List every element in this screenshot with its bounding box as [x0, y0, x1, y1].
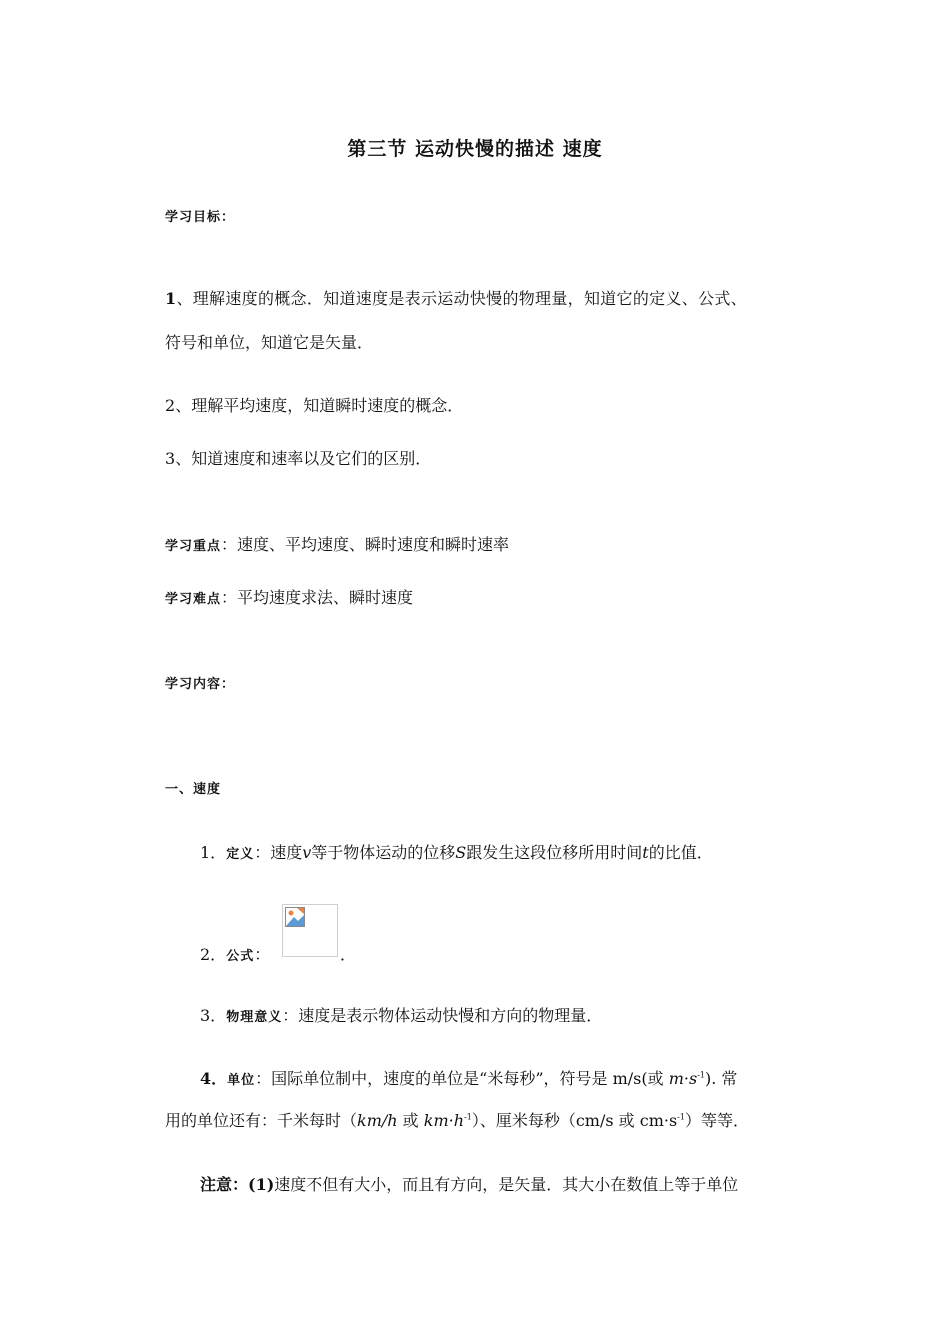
item-4-text-a: 国际单位制中，速度的单位是“米每秒”，符号是 m/s(或 [271, 1069, 669, 1088]
difficulties-sep: ： [221, 588, 238, 607]
difficulties [165, 585, 413, 608]
note [200, 1172, 738, 1195]
item-1-sep: ： [254, 843, 271, 862]
velocity-symbol: v [302, 843, 312, 862]
key-points-sep: ： [221, 535, 238, 554]
item-1-number: 1． [200, 843, 227, 862]
objective-1-number: 1 [165, 289, 177, 308]
key-points-label: 学习重点 [165, 539, 222, 554]
item-4-sep: ： [255, 1069, 272, 1088]
item-2-label: 公式 [226, 949, 255, 964]
item-4-text-b: ). 常 [705, 1069, 738, 1088]
content-header: 学习内容： [165, 677, 236, 692]
objective-3-number: 3 [165, 449, 176, 468]
page-title: 第三节 运动快慢的描述 速度 [347, 138, 603, 160]
objective-2 [165, 393, 463, 416]
objective-3-text: 、知道速度和速率以及它们的区别． [175, 449, 432, 468]
unit-kmh-alt: km·h [423, 1111, 465, 1130]
unit-kmh: km/h [357, 1111, 398, 1130]
objective-3 [165, 446, 431, 469]
note-text: 速度不但有大小，而且有方向，是矢量．其大小在数值上等于单位 [274, 1175, 739, 1194]
item-4-text-f: ）等等． [684, 1111, 749, 1130]
formula-end: ． [340, 945, 357, 964]
item-1-label: 定义 [226, 847, 255, 862]
key-points [165, 532, 509, 555]
note-number: (1) [248, 1175, 275, 1194]
broken-image-icon [285, 907, 305, 927]
item-3-text: 速度是表示物体运动快慢和方向的物理量． [298, 1006, 603, 1025]
objectives-header: 学习目标： [165, 210, 236, 225]
item-3-number: 3． [200, 1006, 227, 1025]
difficulties-text: 平均速度求法、瞬时速度 [237, 588, 414, 607]
unit-kmh-exponent: -1 [464, 1112, 472, 1122]
objective-2-number: 2 [165, 396, 176, 415]
item-3-sep: ： [282, 1006, 299, 1025]
time-symbol: t [642, 843, 649, 862]
key-points-text: 速度、平均速度、瞬时速度和瞬时速率 [237, 535, 510, 554]
item-2-sep: ： [254, 945, 271, 964]
unit-ms: m·s [668, 1069, 698, 1088]
item-2-number: 2． [200, 945, 227, 964]
item-unit-cont [165, 1108, 749, 1131]
unit-ms-exponent: -1 [697, 1070, 705, 1080]
item-1-text-d: 的比值． [648, 843, 713, 862]
item-1-text-a: 速度 [270, 843, 303, 862]
section-1-header: 一、速度 [165, 782, 222, 797]
objective-1-cont: 符号和单位，知道它是矢量． [165, 333, 374, 352]
note-label: 注意： [200, 1175, 249, 1194]
item-unit [200, 1066, 737, 1089]
item-meaning [200, 1003, 602, 1026]
objective-1 [165, 286, 747, 309]
objective-2-text: 、理解平均速度，知道瞬时速度的概念． [175, 396, 464, 415]
item-definition [200, 840, 713, 863]
item-4-text-d: 或 [397, 1111, 424, 1130]
item-4-text-c: 用的单位还有：千米每时（ [165, 1111, 358, 1130]
item-formula [200, 942, 270, 965]
objective-1-text: 、理解速度的概念．知道速度是表示运动快慢的物理量，知道它的定义、公式、 [176, 289, 747, 308]
item-4-number: 4． [200, 1069, 228, 1088]
formula-image-placeholder [282, 904, 338, 957]
item-1-text-c: 跟发生这段位移所用时间 [466, 843, 643, 862]
item-1-text-b: 等于物体运动的位移 [311, 843, 456, 862]
item-4-label: 单位 [227, 1073, 256, 1088]
unit-cms-exponent: -1 [677, 1112, 685, 1122]
difficulties-label: 学习难点 [165, 592, 222, 607]
item-4-text-e: ）、厘米每秒（cm/s 或 cm·s [471, 1111, 678, 1130]
item-3-label: 物理意义 [226, 1010, 283, 1025]
displacement-symbol: S [455, 843, 467, 862]
